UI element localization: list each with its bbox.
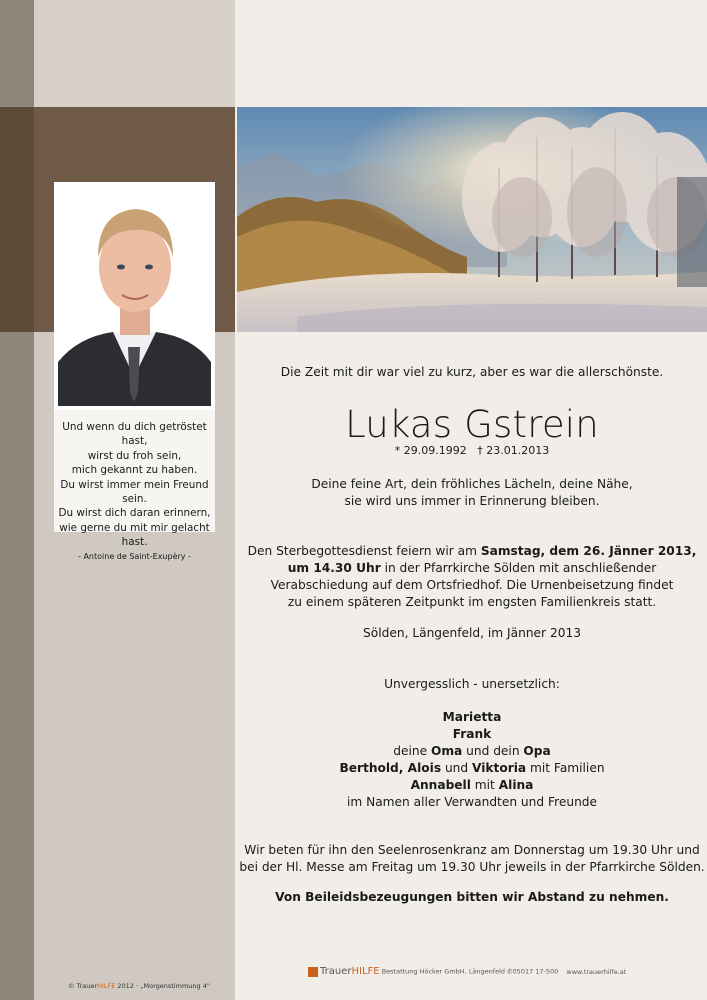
winter-landscape-image	[237, 107, 707, 332]
mourner	[237, 709, 707, 726]
remembrance-line: sie wird uns immer in Erinnerung bleiben.	[344, 494, 600, 508]
copyright-text: 2012 · „Morgenstimmung 4"	[115, 982, 210, 990]
quote-line: mich gekannt zu haben.	[71, 464, 198, 477]
portrait-photo	[58, 187, 211, 406]
top-left-band	[34, 0, 235, 107]
mourner-text: mit Familien	[526, 761, 605, 775]
mourner-name: Annabell	[410, 778, 471, 792]
quote-line: wirst du froh sein,	[87, 449, 182, 462]
service-line-2	[237, 560, 707, 577]
mourner-text: und	[441, 761, 473, 775]
trauerhilfe-logo-icon	[308, 967, 318, 977]
quote-line: wie gerne du mit mir gelacht hast.	[59, 521, 210, 549]
service-line-3: Verabschiedung auf dem Ortsfriedhof. Die Urnenbeisetzung findet	[270, 578, 674, 592]
mourner	[237, 777, 707, 794]
mourner-name: Frank	[452, 727, 492, 741]
mourners-list	[237, 709, 707, 811]
mourner-name: Opa	[523, 744, 551, 758]
mourners-intro: Unvergesslich - unersetzlich:	[384, 677, 560, 691]
mourner	[237, 726, 707, 743]
phone-number: 05017 17-500	[512, 967, 559, 976]
brand-part: HILFE	[351, 966, 380, 977]
copyright-text: © Trauer	[68, 982, 98, 990]
remembrance-line: Deine feine Art, dein fröhliches Lächeln, deine Nähe,	[311, 477, 633, 491]
quote-line: Du wirst immer mein Freund sein.	[60, 478, 209, 506]
rosary-info	[237, 842, 707, 876]
phone-icon: ✆	[507, 967, 513, 976]
brand-part: Trauer	[320, 966, 352, 977]
deceased-name: Lukas Gstrein	[345, 403, 599, 446]
condolence-note	[237, 889, 707, 906]
dark-band-corner	[0, 107, 34, 332]
quote-line: Und wenn du dich getröstet hast,	[62, 421, 207, 448]
mourner	[237, 743, 707, 760]
service-text: in der Pfarrkirche Sölden mit anschließender	[380, 561, 657, 575]
mourner-name: Viktoria	[472, 761, 527, 775]
left-strip	[0, 332, 34, 1000]
rosary-line: Wir beten für ihn den Seelenrosenkranz am Donnerstag um 19.30 Uhr und	[244, 843, 700, 857]
copyright	[68, 982, 210, 990]
brand-name	[320, 966, 380, 977]
service-date: Samstag, dem 26. Jänner 2013,	[480, 544, 697, 558]
mourner-name: Alina	[498, 778, 534, 792]
mourner: im Namen aller Verwandten und Freunde	[346, 795, 598, 809]
service-line-1	[237, 543, 707, 560]
rosary-line: bei der Hl. Messe am Freitag um 19.30 Uhr jeweils in der Pfarrkirche Sölden.	[239, 860, 705, 874]
condolence-text: Von Beileidsbezeugungen bitten wir Abstand zu nehmen.	[275, 890, 669, 904]
service-time: um 14.30 Uhr	[287, 561, 381, 575]
quote-author: - Antoine de Saint-Exupèry -	[78, 551, 191, 561]
life-dates: * 29.09.1992 † 23.01.2013	[394, 444, 550, 457]
mourner-name: Oma	[430, 744, 463, 758]
mourner-text: und dein	[462, 744, 524, 758]
mourner-name: Berthold, Alois	[339, 761, 442, 775]
mourner-text: mit	[470, 778, 499, 792]
motto: Die Zeit mit dir war viel zu kurz, aber es war die allerschönste.	[280, 365, 664, 379]
copyright-brand: HILFE	[97, 982, 116, 990]
funeral-home-footer	[308, 966, 648, 977]
company-name: Bestattung Höcker GmbH, Längenfeld	[381, 967, 506, 976]
website-link[interactable]: www.trauerhilfe.at	[566, 967, 627, 976]
mourner-name: Marietta	[442, 710, 502, 724]
service-line-4: zu einem späteren Zeitpunkt im engsten Familienkreis statt.	[287, 595, 657, 609]
remembrance	[237, 476, 707, 510]
quote-line: Du wirst dich daran erinnern,	[58, 507, 211, 520]
funeral-service	[237, 543, 707, 611]
mourner-text: deine	[393, 744, 431, 758]
place-date: Sölden, Längenfeld, im Jänner 2013	[363, 626, 581, 640]
corner-band	[0, 0, 34, 107]
mourner	[237, 760, 707, 777]
service-text: Den Sterbegottesdienst feiern wir am	[247, 544, 481, 558]
quote	[54, 420, 215, 564]
